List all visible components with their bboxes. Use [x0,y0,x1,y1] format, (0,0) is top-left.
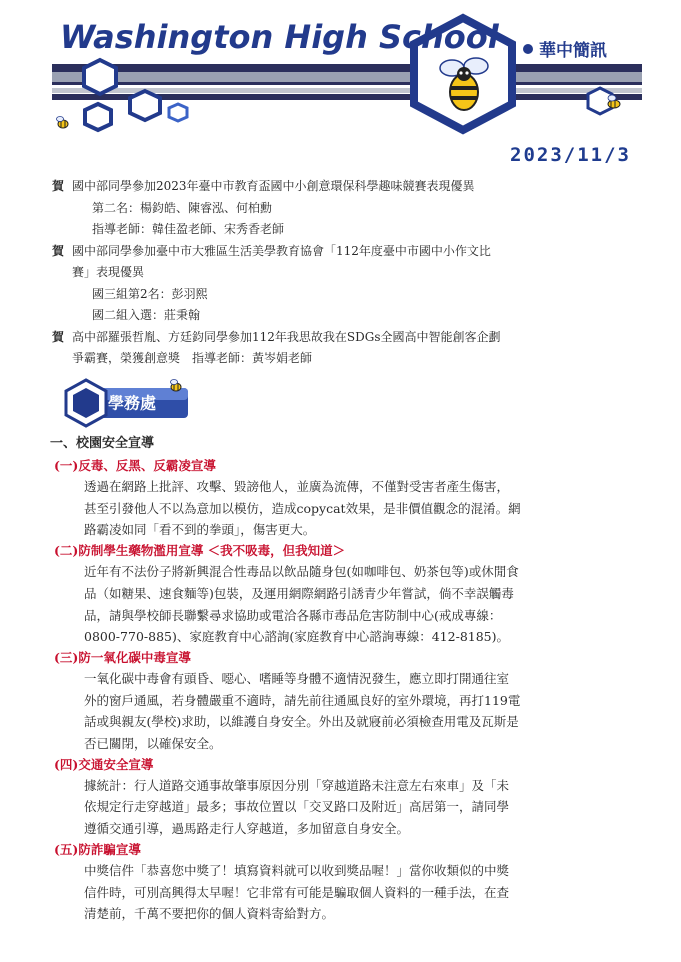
safety-content [50,434,640,925]
paragraph-line: 信件時，可別高興得太早喔！它非常有可能是騙取個人資料的一種手法，在查 [84,884,510,900]
paragraph-line: 話或與親友(學校)求助，以維護自身安全。外出及就寢前必須檢查用電及瓦斯是 [84,714,519,730]
paragraph-line: 甚至引發他人不以為意加以模仿，造成copycat效果，是非價值觀念的混淆。網 [84,500,521,516]
item-title: (四)交通安全宣導 [54,756,154,772]
issue-date: 2023/11/3 [510,144,631,166]
paragraph-line: 路霸凌如同「看不到的拳頭」，傷害更大。 [84,522,316,538]
hexagon-icon [588,88,612,114]
paragraph-line: 外的窗戶通風，若身體嚴重不適時，請先前往通風良好的室外環境，再打119電 [84,692,521,708]
paragraph-line: 中獎信件「恭喜您中獎了！填寫資料就可以收到獎品喔！」當你收類似的中獎 [84,862,510,878]
paragraph-line: 0800-770-885)、家庭教育中心諮詢(家庭教育中心諮詢專線：412-8185)。 [84,629,510,645]
bee-icon [168,378,184,392]
item-title: (三)防一氧化碳中毒宣導 [54,649,191,665]
item-title: (一)反毒、反黑、反霸凌宣導 [54,458,216,473]
school-name: Washington High School [60,18,499,56]
news-body [72,241,642,327]
news-body [72,327,642,370]
hexagon-icon [66,380,106,426]
news-line: 國中部同學參加臺中市大雅區生活美學教育協會「112年度臺中市國中小作文比 [72,243,491,258]
brand-title: 華中簡訊 [539,41,607,61]
news-item [52,176,642,241]
item-paragraph [84,476,636,541]
news-line: 指導老師：韓佳盈老師、宋秀香老師 [92,222,285,236]
news-line: 國中部同學參加2023年臺中市教育盃國中小創意環保科學趣味競賽表現優異 [72,179,475,193]
paragraph-line: 一氧化碳中毒會有頭昏、噁心、嗜睡等身體不適情況發生，應立即打開通往室 [84,670,510,686]
news-line: 第二名：楊鈞皓、陳睿泓、何柏勳 [92,200,273,215]
news-line: 高中部羅張哲胤、方廷鈞同學參加112年我思故我在SDGs全國高中智能創客企劃 [72,329,501,344]
news-line: 國二組入選：莊秉翰 [92,308,201,322]
bee-icon [57,117,69,129]
paragraph-line: 清楚前，千萬不要把你的個人資料寄給對方。 [84,906,335,922]
news-item [52,241,642,327]
content-heading: 一、校園安全宣導 [50,436,155,451]
section-title: 學務處 [108,393,157,413]
news-bullet: 賀 [52,329,65,344]
paragraph-line: 否已關閉，以確保安全。 [84,736,222,752]
paragraph-line: 遵循交通引導，過馬路走行人穿越道，多加留意自身安全。 [84,821,410,837]
news-section [52,176,642,370]
item-paragraph [84,860,636,925]
item-paragraph [84,775,636,840]
paragraph-line: 品（如糖果、速食麵等)包裝，及運用網際網路引誘青少年嘗試，倘不幸誤觸毒 [84,585,514,601]
paragraph-line: 依規定行走穿越道」最多；事故位置以「交叉路口及附近」高居第一，請同學 [84,799,510,815]
newsletter-brand [523,36,607,61]
paragraph-line: 據統計：行人道路交通事故肇事原因分別「穿越道路未注意左右來車」及「未 [84,777,510,793]
item-paragraph [84,668,636,755]
news-line: 賽」表現優異 [72,265,145,279]
news-line: 爭霸賽，榮獲創意獎 指導老師：黃岑娟老師 [72,351,313,365]
dot-icon [523,44,533,54]
newsletter-header [0,0,681,166]
news-bullet: 賀 [52,179,65,193]
paragraph-line: 品，請與學校師長聯繫尋求協助或電洽各縣市毒品危害防制中心(戒成專線： [84,607,502,623]
paragraph-line: 近年有不法份子將新興混合性毒品以飲品隨身包(如咖啡包、奶茶包等)或休閒食 [84,564,519,580]
item-paragraph [84,561,636,648]
news-body [72,176,642,241]
news-item [52,327,642,370]
news-bullet: 賀 [52,243,65,258]
item-title: (二)防制學生藥物濫用宣導 ＜我不吸毒，但我知道＞ [54,543,346,559]
news-line: 國三組第2名：彭羽熙 [92,286,208,301]
paragraph-line: 透過在網路上批評、攻擊、毀謗他人，並廣為流傳，不僅對受害者產生傷害， [84,479,510,494]
item-title: (五)防詐騙宣導 [54,841,141,857]
